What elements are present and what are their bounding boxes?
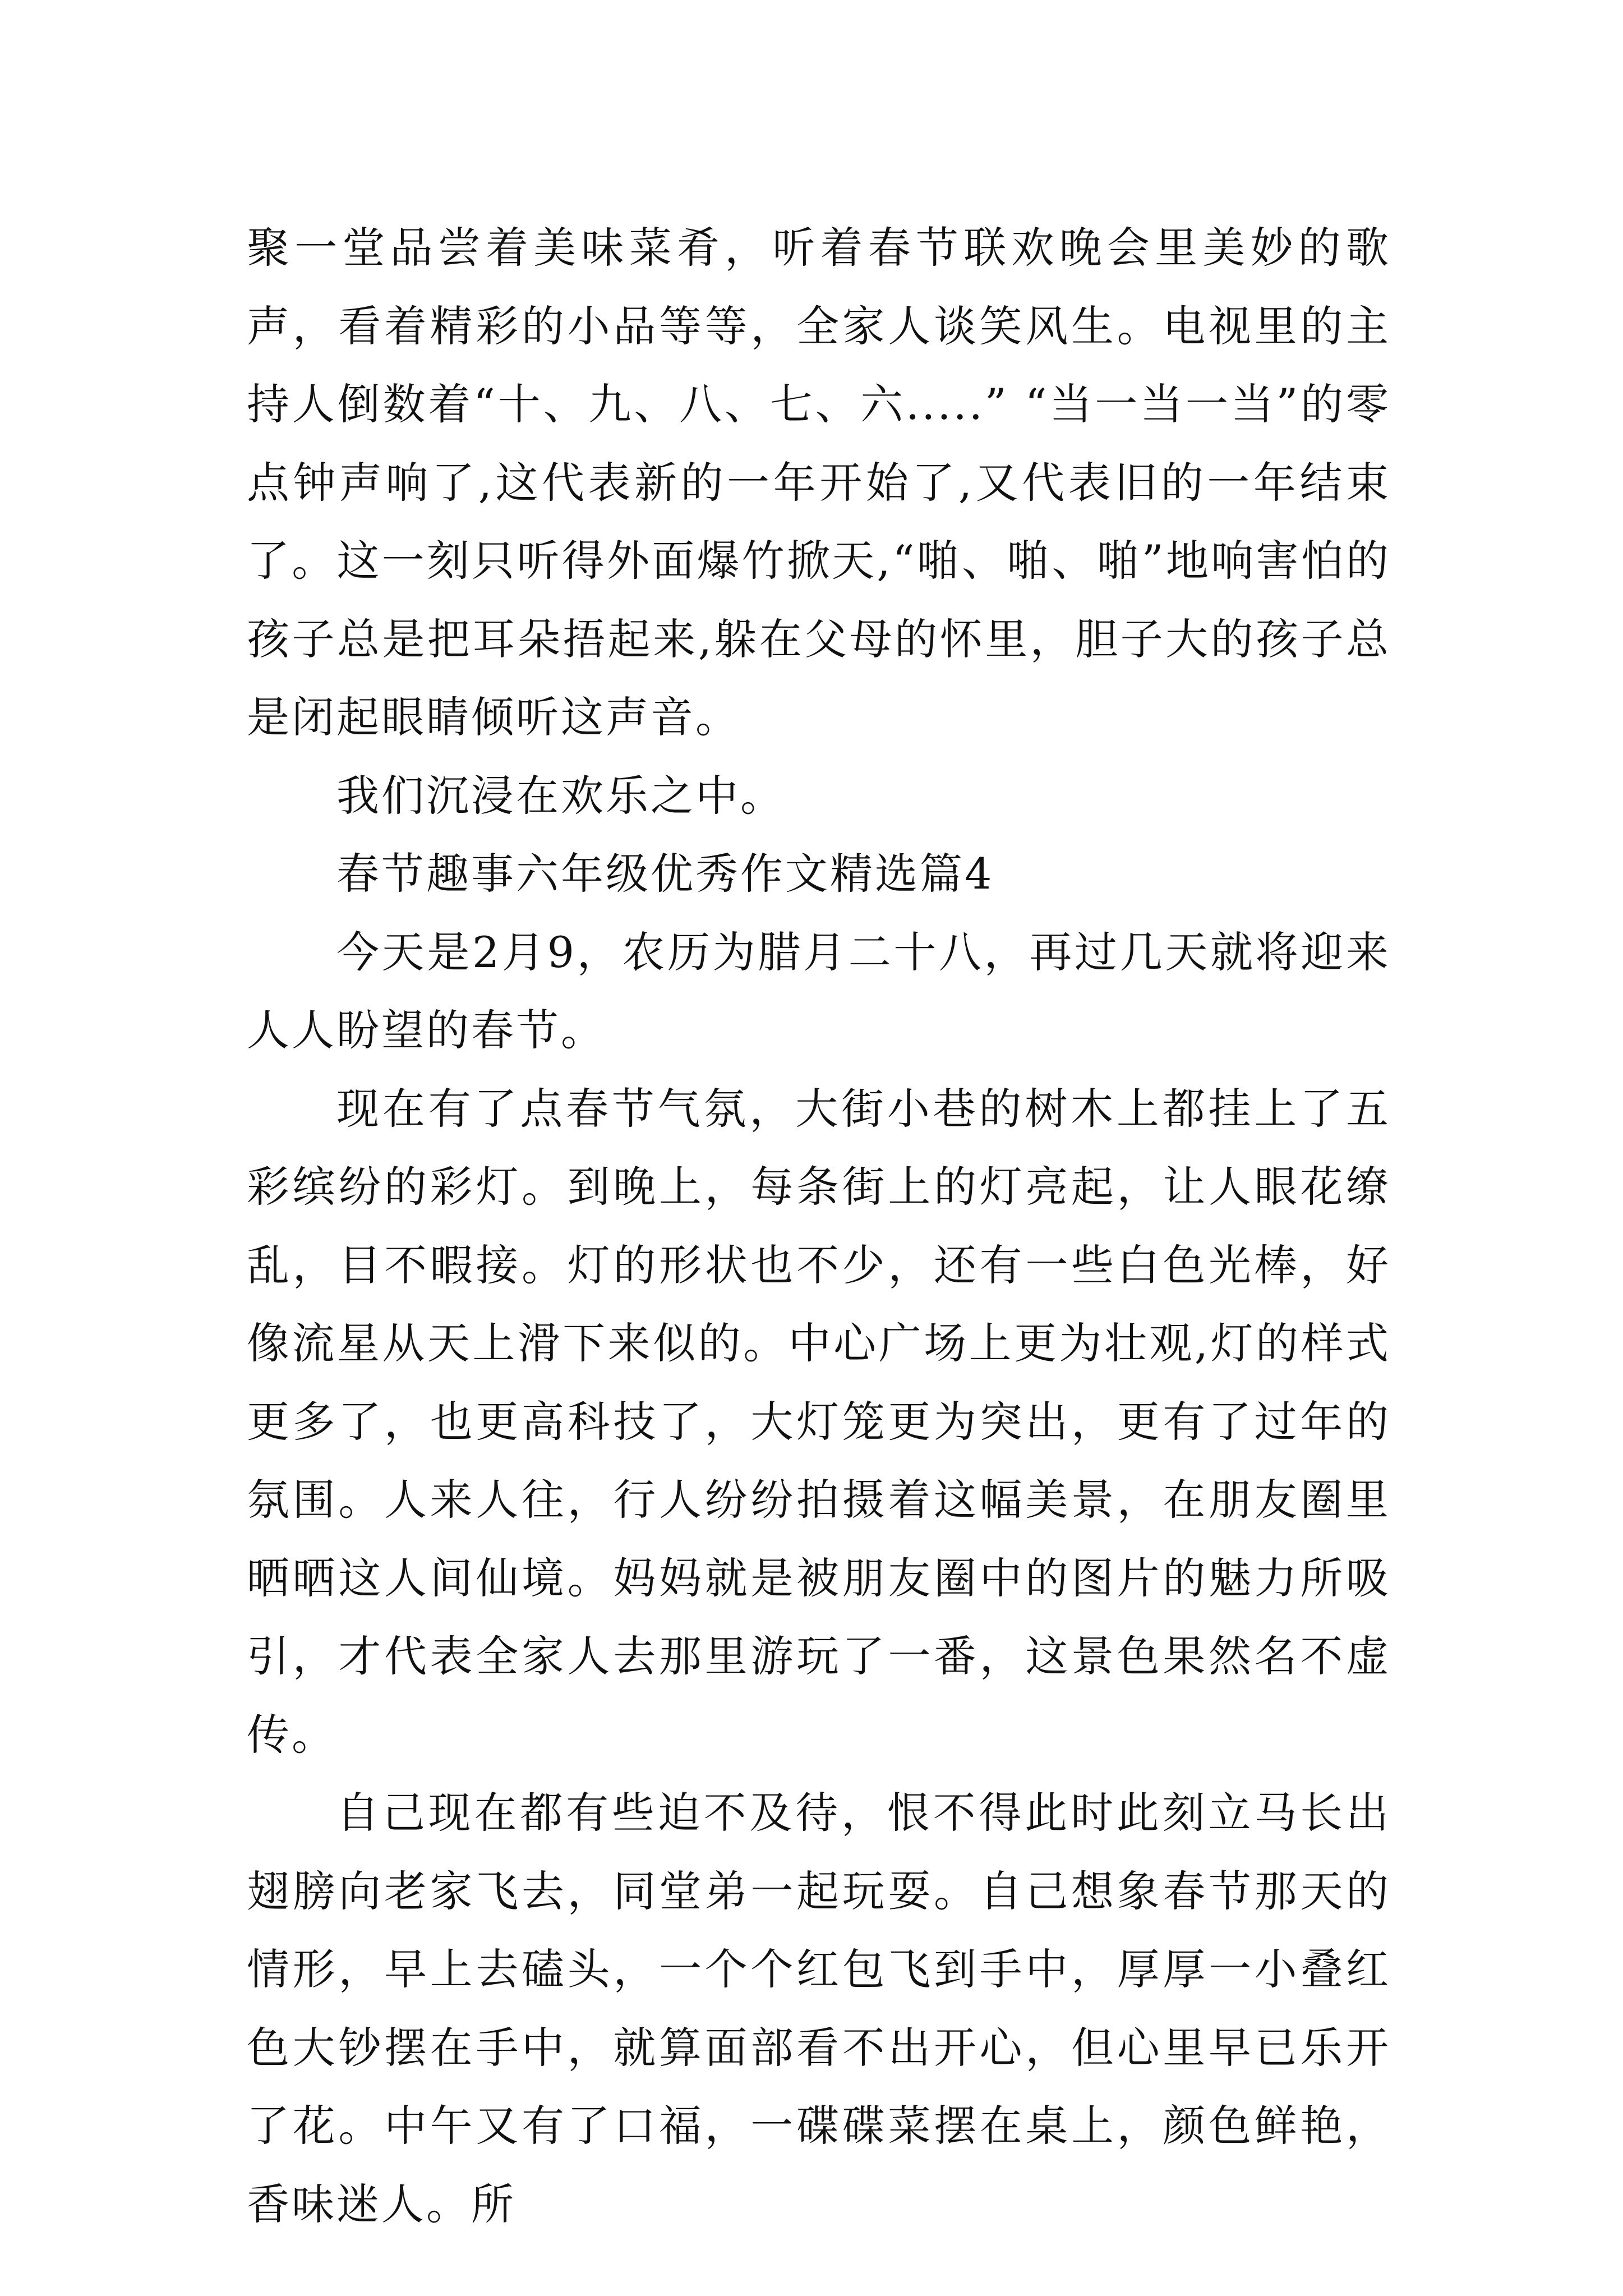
paragraph: 自己现在都有些迫不及待，恨不得此时此刻立马长出翅膀向老家飞去，同堂弟一起玩耍。自己想象春节那天的情形，早上去磕头，一个个红包飞到手中，厚厚一小叠红色大钞摆在手中，就算面部看不出开心，但心里早已乐开了花。中午又有了口福，一碟碟菜摆在桌上，颜色鲜艳，香味迷人。所: [247, 1788, 1391, 2229]
document-body: [247, 209, 1391, 2243]
section-heading: 春节趣事六年级优秀作文精选篇4: [336, 849, 994, 899]
paragraph: 我们沉浸在欢乐之中。: [336, 770, 785, 821]
paragraph: 今天是2月9，农历为腊月二十八，再过几天就将迎来人人盼望的春节。: [247, 927, 1391, 1055]
paragraph: 现在有了点春节气氛，大街小巷的树木上都挂上了五彩缤纷的彩灯。到晚上，每条街上的灯亮起，让人眼花缭乱，目不暇接。灯的形状也不少，还有一些白色光棒，好像流星从天上滑下来似的。中心广场上更为壮观,灯的样式更多了，也更高科技了，大灯笼更为突出，更有了过年的氛围。人来人往，行人纷纷拍摄着这幅美景，在朋友圈里晒晒这人间仙境。妈妈就是被朋友圈中的图片的魅力所吸引，才代表全家人去那里游玩了一番，这景色果然名不虚传。: [247, 1083, 1391, 1760]
paragraph-continuation: 聚一堂品尝着美味菜肴，听着春节联欢晚会里美妙的歌声，看着精彩的小品等等，全家人谈笑风生。电视里的主持人倒数着“十、九、八、七、六.....” “当一当一当”的零点钟声响了,这代表新的一年开始了,又代表旧的一年结束了。这一刻只听得外面爆竹掀天,“啪、啪、啪”地响害怕的孩子总是把耳朵捂起来,躲在父母的怀里，胆子大的孩子总是闭起眼睛倾听这声音。: [247, 223, 1391, 742]
